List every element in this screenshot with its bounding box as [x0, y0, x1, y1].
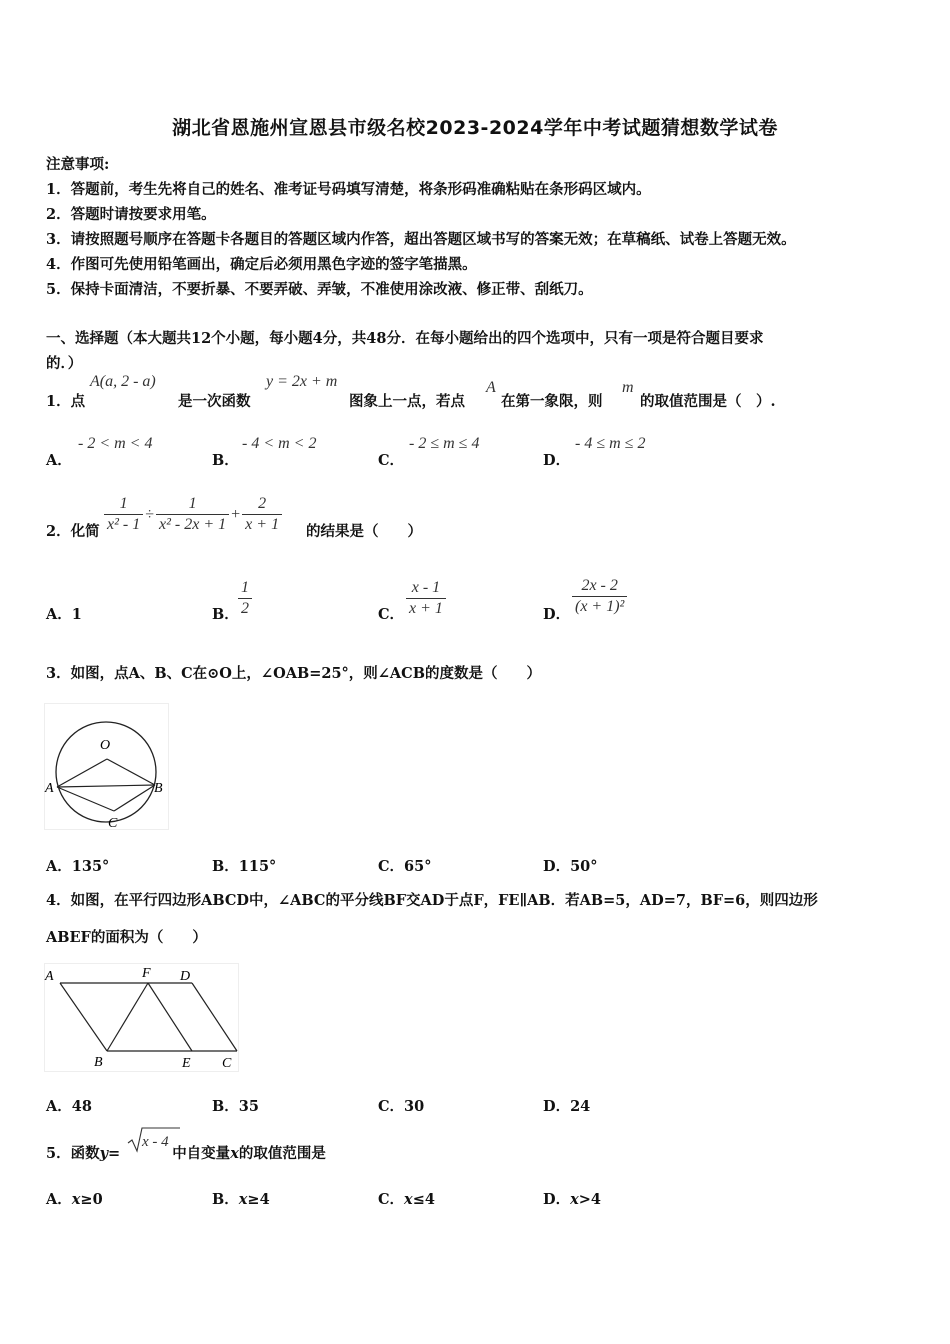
q1-option-label: B．: [212, 452, 239, 469]
notice-item: 5．保持卡面清洁，不要折暴、不要弄破、弄皱，不准使用涂改液、修正带、刮纸刀。: [46, 281, 593, 298]
q4-parallelogram-figure: [44, 963, 240, 1073]
section-heading: 一、选择题（本大题共12个小题，每小题4分，共48分．在每小题给出的四个选项中，只有一项是符合题目要求: [46, 330, 764, 347]
q1-option-label: C．: [378, 452, 405, 469]
q2-suffix: 的结果是（ ）: [306, 523, 422, 540]
q5-sqrt: [127, 1126, 181, 1154]
q1-func: y = 2x + m: [266, 373, 338, 390]
q5-radicand: x - 4: [142, 1134, 169, 1150]
q1-option-label: D．: [543, 452, 571, 469]
label-a: A: [45, 781, 54, 796]
label-f: F: [142, 966, 151, 981]
q1-text: 在第一象限，则: [501, 393, 603, 410]
q4-option-b: B．35: [212, 1098, 259, 1115]
label-o: O: [100, 738, 111, 753]
q1-text: 是一次函数: [178, 393, 251, 410]
label-b: B: [154, 781, 163, 796]
q1-text: 的取值范围是（ ）.: [640, 393, 776, 410]
q5-var-x: x: [230, 1145, 239, 1162]
q4-option-d: D．24: [543, 1098, 591, 1115]
q1-option-expr: - 4 ≤ m ≤ 2: [575, 435, 646, 452]
q3-option-c: C．65°: [378, 858, 432, 875]
q3-text: 3．如图，点A、B、C在⊙O上，∠OAB=25°，则∠ACB的度数是（ ）: [46, 665, 541, 682]
page-title: 湖北省恩施州宣恩县市级名校2023-2024学年中考试题猜想数学试卷: [172, 117, 778, 139]
section-heading-cont: 的．）: [46, 355, 83, 372]
q2-option-label: D．: [543, 606, 571, 623]
q2-prefix: 2．化简: [46, 523, 100, 540]
q3-option-a: A．135°: [46, 858, 110, 875]
label-a: A: [45, 969, 54, 984]
q2-option-d: $\frac{2x - 2}{\text{(x + 1)²}}$: [572, 576, 627, 617]
q1-m: m: [622, 379, 634, 396]
q1-point: A(a, 2 - a): [90, 373, 156, 390]
q2-option-b: $\frac{1}{2}$: [238, 578, 252, 619]
label-c: C: [108, 816, 118, 831]
q1-text: 图象上一点，若点: [349, 393, 465, 410]
q5-option-a: A．x≥0: [46, 1191, 103, 1208]
q2-fraction-1: $\frac{1}{\text{x² - 1}}$: [104, 494, 143, 535]
q4-option-a: A．48: [46, 1098, 92, 1115]
q2-option-c: $\frac{x - 1}{x + 1}$: [406, 578, 446, 619]
q2-option-label: C．: [378, 606, 405, 623]
label-d: D: [180, 969, 191, 984]
notice-item: 1．答题前，考生先将自己的姓名、准考证号码填写清楚，将条形码准确粘贴在条形码区域内。: [46, 181, 651, 198]
q1-option-expr: - 4 < m < 2: [242, 435, 317, 452]
notice-item: 4．作图可先使用铅笔画出，确定后必须用黑色字迹的签字笔描黑。: [46, 256, 477, 273]
q1-option-label: A．: [46, 452, 72, 469]
label-e: E: [182, 1056, 191, 1071]
q2-fraction-3: $\frac{2}{x + 1}$: [242, 494, 282, 535]
q4-text-cont: ABEF的面积为（ ）: [46, 929, 207, 946]
notice-item: 3．请按照题号顺序在答题卡各题目的答题区域内作答，超出答题区域书写的答案无效；在草稿纸、试卷上答题无效。: [46, 231, 796, 248]
q2-option-a: A．1: [46, 606, 82, 623]
label-c: C: [222, 1056, 232, 1071]
notice-heading: 注意事项:: [46, 156, 110, 173]
q4-option-c: C．30: [378, 1098, 425, 1115]
q5-var-y: y: [99, 1145, 109, 1162]
q1-prefix: 1．点: [46, 393, 86, 410]
q2-option-label: B．: [212, 606, 239, 623]
q1-option-expr: - 2 < m < 4: [78, 435, 153, 452]
q4-text: 4．如图，在平行四边形ABCD中，∠ABC的平分线BF交AD于点F，FE∥AB．若AB=5，AD=7，BF=6，则四边形: [46, 892, 818, 909]
q5-option-d: D．x>4: [543, 1191, 601, 1208]
notice-item: 2．答题时请按要求用笔。: [46, 206, 216, 223]
q5-option-c: C．x≤4: [378, 1191, 435, 1208]
q5-option-b: B．x≥4: [212, 1191, 270, 1208]
q3-option-d: D．50°: [543, 858, 598, 875]
label-b: B: [94, 1055, 103, 1070]
q1-a: A: [486, 379, 496, 396]
q2-fraction-2: $\frac{1}{\text{x² - 2x + 1}}$: [156, 494, 229, 535]
q3-circle-figure: [44, 703, 170, 831]
q2-expression: $\frac{1}{\text{x² - 1}}$ ÷ $\frac{1}{\text{x² - 2x + 1}}$ + $\frac{2}{x + 1}$: [104, 494, 282, 535]
q5-question: 5．函数y= 中自变量x的取值范围是: [46, 1145, 326, 1162]
q1-option-expr: - 2 ≤ m ≤ 4: [409, 435, 480, 452]
q3-option-b: B．115°: [212, 858, 277, 875]
